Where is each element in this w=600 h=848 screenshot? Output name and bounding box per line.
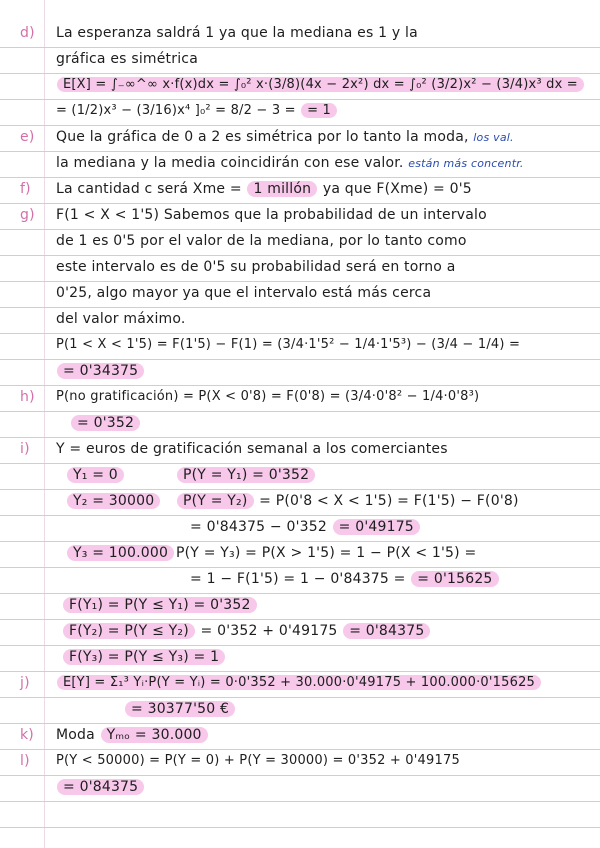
i-f1-line — [62, 596, 258, 614]
ruled-line — [0, 359, 600, 360]
ruled-line — [0, 749, 600, 750]
g-result-line — [56, 362, 145, 380]
i-f2-rest: = 0'352 + 0'49175 — [200, 623, 338, 639]
ruled-line — [0, 723, 600, 724]
ruled-line — [0, 541, 600, 542]
i-p2-calc: = 0'84375 − 0'352 — [190, 519, 327, 535]
i-p2-line-2 — [190, 518, 421, 536]
ruled-line — [0, 255, 600, 256]
i-p3-pre: P(Y = Y₃) — [176, 545, 241, 561]
ruled-line — [0, 307, 600, 308]
d-text-line-2: gráfica es simétrica — [56, 51, 198, 67]
i-p3-line-2 — [190, 570, 500, 588]
ruled-line — [0, 437, 600, 438]
i-y2-line — [66, 492, 161, 510]
k-highlight: Yₘₒ = 30.000 — [101, 727, 208, 743]
k-line — [56, 726, 209, 744]
e-text-2: la mediana y la media coincidirán con ese valor. — [56, 155, 404, 171]
f-text-line — [56, 180, 472, 198]
ruled-line — [0, 333, 600, 334]
ruled-line — [0, 489, 600, 490]
ruled-line — [0, 567, 600, 568]
i-y1-line — [66, 466, 125, 484]
ruled-line — [0, 99, 600, 100]
ruled-line — [0, 203, 600, 204]
e-note-2: están más concentr. — [408, 157, 524, 170]
i-p3-line — [176, 544, 476, 562]
e-note-1: los val. — [473, 131, 514, 144]
ruled-line — [0, 151, 600, 152]
ruled-line — [0, 229, 600, 230]
i-p3-rest: = P(X > 1'5) = 1 − P(X < 1'5) = — [245, 545, 477, 561]
j-result-line — [124, 700, 236, 718]
i-p2-line — [176, 492, 519, 510]
ruled-line — [0, 47, 600, 48]
item-label-d: d) — [20, 25, 35, 41]
i-p1-highlight: P(Y = Y₁) = 0'352 — [177, 467, 315, 483]
d-integral-line — [56, 76, 585, 94]
ruled-line — [0, 411, 600, 412]
i-p2-result-highlight: = 0'49175 — [333, 519, 420, 535]
ruled-line — [0, 73, 600, 74]
ruled-line — [0, 697, 600, 698]
ruled-line — [0, 593, 600, 594]
item-label-h: h) — [20, 389, 35, 405]
j-result-highlight: = 30377'50 € — [125, 701, 235, 717]
i-y3-line — [66, 544, 175, 562]
j-formula-highlight: E[Y] = Σ₁³ Yᵢ·P(Y = Yᵢ) = 0·0'352 + 30.000·0'49175 + 100.000·0'15625 — [57, 675, 541, 690]
ruled-line — [0, 463, 600, 464]
expectation-highlight: E[X] = ∫₋∞^∞ x·f(x)dx = ∫₀² x·(3/8)(4x − 2x²) dx = ∫₀² (3/2)x² − (3/4)x³ dx = — [57, 77, 584, 92]
i-y2-highlight: Y₂ = 30000 — [67, 493, 160, 509]
i-f1-highlight: F(Y₁) = P(Y ≤ Y₁) = 0'352 — [63, 597, 257, 613]
i-p2-highlight: P(Y = Y₂) — [177, 493, 254, 509]
item-label-k: k) — [20, 727, 34, 743]
i-text-line: Y = euros de gratificación semanal a los comerciantes — [56, 441, 448, 457]
ruled-line — [0, 827, 600, 828]
l-result-highlight: = 0'84375 — [57, 779, 144, 795]
ruled-line — [0, 801, 600, 802]
ruled-line — [0, 281, 600, 282]
h-result-highlight: = 0'352 — [71, 415, 140, 431]
g-formula-line: P(1 < X < 1'5) = F(1'5) − F(1) = (3/4·1'5² − 1/4·1'5³) − (3/4 − 1/4) = — [56, 337, 521, 352]
i-y3-highlight: Y₃ = 100.000 — [67, 545, 174, 561]
item-label-j: j) — [20, 675, 30, 691]
f-highlight: 1 millón — [247, 181, 317, 197]
g-text-line-4: 0'25, algo mayor ya que el intervalo está más cerca — [56, 285, 432, 301]
i-p2-rest: = P(0'8 < X < 1'5) = F(1'5) − F(0'8) — [259, 493, 519, 509]
d-result-highlight: = 1 — [301, 103, 337, 118]
i-f2-highlight: F(Y₂) = P(Y ≤ Y₂) — [63, 623, 195, 639]
h-formula-line: P(no gratificación) = P(X < 0'8) = F(0'8) = (3/4·0'8² − 1/4·0'8³) — [56, 389, 480, 404]
e-text-1: Que la gráfica de 0 a 2 es simétrica por lo tanto la moda, — [56, 129, 469, 145]
f-text-post: ya que F(Xme) = 0'5 — [322, 181, 472, 197]
e-text-line-2 — [56, 154, 524, 173]
i-p1-line — [176, 466, 316, 484]
ruled-line — [0, 177, 600, 178]
g-text-line-3: este intervalo es de 0'5 su probabilidad será en torno a — [56, 259, 456, 275]
item-label-g: g) — [20, 207, 35, 223]
i-y1-highlight: Y₁ = 0 — [67, 467, 124, 483]
ruled-line — [0, 385, 600, 386]
item-label-l: l) — [20, 753, 30, 769]
i-p3-calc: = 1 − F(1'5) = 1 − 0'84375 = — [190, 571, 406, 587]
ruled-line — [0, 125, 600, 126]
i-f2-line — [62, 622, 431, 640]
d-result-expression: = (1/2)x³ − (3/16)x⁴ ]₀² = 8/2 − 3 = — [56, 103, 296, 118]
i-p3-result-highlight: = 0'15625 — [411, 571, 498, 587]
f-text-pre: La cantidad c será Xme = — [56, 181, 242, 197]
ruled-line — [0, 775, 600, 776]
i-f3-highlight: F(Y₃) = P(Y ≤ Y₃) = 1 — [63, 649, 225, 665]
ruled-line — [0, 515, 600, 516]
g-result-highlight: = 0'34375 — [57, 363, 144, 379]
h-result-line — [70, 414, 141, 432]
d-text-line-1: La esperanza saldrá 1 ya que la mediana es 1 y la — [56, 25, 418, 41]
item-label-i: i) — [20, 441, 30, 457]
l-result-line — [56, 778, 145, 796]
g-text-line-5: del valor máximo. — [56, 311, 186, 327]
margin-line — [44, 0, 45, 848]
j-formula-line — [56, 674, 542, 692]
item-label-e: e) — [20, 129, 35, 145]
ruled-line — [0, 619, 600, 620]
g-text-line-1: F(1 < X < 1'5) Sabemos que la probabilidad de un intervalo — [56, 207, 487, 223]
i-f3-line — [62, 648, 226, 666]
g-text-line-2: de 1 es 0'5 por el valor de la mediana, por lo tanto como — [56, 233, 467, 249]
d-result-line — [56, 102, 338, 120]
l-formula-line: P(Y < 50000) = P(Y = 0) + P(Y = 30000) = 0'352 + 0'49175 — [56, 753, 460, 768]
item-label-f: f) — [20, 181, 31, 197]
ruled-line — [0, 645, 600, 646]
i-f2-result-highlight: = 0'84375 — [343, 623, 430, 639]
e-text-line-1 — [56, 128, 514, 147]
k-pre: Moda — [56, 727, 95, 743]
ruled-line — [0, 671, 600, 672]
